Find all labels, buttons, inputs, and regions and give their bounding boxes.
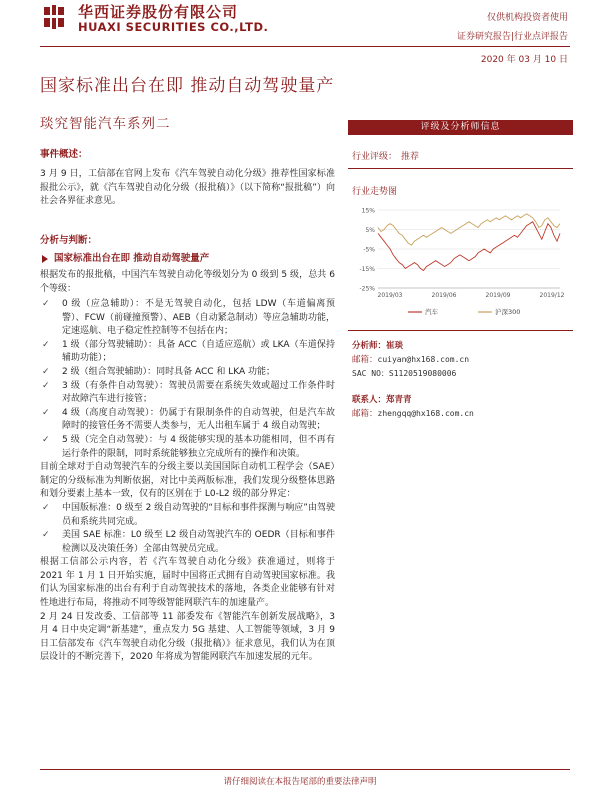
highlight-point (42, 252, 209, 266)
report-date: 2020 年 03 月 10 日 (480, 55, 568, 65)
y-tick-label: -5% (363, 246, 375, 254)
checkmark-icon: ✓ (42, 299, 50, 309)
level-item: ✓ 0 级（应急辅助）：不是无驾驶自动化，包括 LDW（车道偏离预警）、FCW（前碰撞预警）、AEB（自动紧急制动）等应急辅助功能，定速巡航、电子稳定性控制等不包括在内； (42, 299, 335, 337)
miit-paragraph: 根据工信部公示内容，若《汽车驾驶自动化分级》获准通过，则将于 2021 年 1 月 1 日开始实施，届时中国将正式拥有自动驾驶国家标准。我们认为国家标准的出台有利于自动驾驶技术的落地，各类企业能够有针对性地进行布局，将推动不同等级智能网联汽车的加速量产。 (40, 557, 335, 609)
rating-divider (348, 168, 573, 169)
y-tick-label: 15% (361, 207, 375, 215)
chart-divider (348, 330, 573, 331)
checkmark-icon: ✓ (42, 339, 50, 350)
legend-label: 汽车 (425, 308, 438, 316)
level-item: ✓ 1 级（部分驾驶辅助）：具备 ACC（自适应巡航）或 LKA（车道保持辅助功能）； (42, 339, 335, 364)
document-type: 证券研究报告|行业点评报告 (456, 32, 568, 42)
contact-name-line: 联系人：郑青青 (352, 395, 412, 405)
x-tick-label: 2019/03 (377, 292, 403, 299)
event-paragraph: 3 月 9 日，工信部在官网上发布《汽车驾驶自动化分级》推荐性国家标准报批公示》，就《汽车驾驶自动化分级（报批稿）》（以下简称“报批稿”）向社会各界征求意见。 (40, 169, 335, 207)
spacer (352, 381, 572, 394)
level-item: ✓ 4 级（高度自动驾驶）：仍属于有限制条件的自动驾驶，但是汽车故障时的接管任务不需要人类参与，无人出租车属于 4 级自动驾驶； (42, 407, 335, 432)
checkmark-icon: ✓ (42, 434, 50, 445)
footer-divider (40, 769, 570, 770)
checkmark-icon: ✓ (42, 380, 50, 391)
checkmark-icon: ✓ (42, 530, 50, 541)
y-tick-label: -15% (359, 266, 375, 273)
audience-tagline: 仅供机构投资者使用 (486, 13, 568, 23)
company-name-en: HUAXI SECURITIES CO.,LTD. (78, 20, 269, 34)
level-item: ✓ 2 级（组合驾驶辅助）：同时具备 ACC 和 LKA 功能； (40, 366, 335, 380)
analyst-name: 崔琰 (386, 341, 404, 351)
series-line-auto (378, 222, 560, 271)
analyst-name-line: 分析师：崔琰 (352, 341, 404, 351)
analysis-body (40, 298, 335, 665)
x-tick-label: 2019/12 (539, 292, 565, 299)
trend-chart-title: 行业走势图 (352, 187, 398, 197)
analyst-info (352, 340, 572, 421)
triangle-bullet-icon (42, 255, 48, 263)
checkmark-icon: ✓ (42, 407, 50, 418)
comparison-item: ✓ 中国版标准：0 级至 2 级自动驾驶的“目标和事件探测与响应”由驾驶员和系统共同完成。 (42, 502, 335, 527)
analysis-heading: 分析与判断： (40, 235, 98, 246)
checkmark-icon: ✓ (42, 502, 50, 513)
legal-notice: 请仔细阅读在本报告尾部的重要法律声明 (223, 777, 377, 787)
standard-comparison (40, 502, 335, 556)
rating-value: 推荐 (401, 152, 420, 162)
intro-paragraph: 根据发布的报批稿，中国汽车驾驶自动化等级划分为 0 级到 5 级，总共 6 个等级： (40, 270, 335, 294)
sac-line: SAC NO：S1120519080006 (352, 369, 457, 378)
report-series-title: 琰究智能汽车系列二 (40, 116, 171, 132)
x-tick-label: 2019/06 (431, 292, 457, 299)
analyst-email-line: 邮箱：cuiyan@hx168.com.cn (352, 355, 470, 365)
analyst-email: cuiyan@hx168.com.cn (377, 355, 470, 364)
industry-rating: 行业评级： 推荐 (352, 152, 420, 162)
event-heading: 事件概述： (40, 149, 88, 160)
y-tick-label: 5% (365, 227, 375, 234)
highlight-text: 国家标准出台在即 推动自动驾驶量产 (54, 253, 210, 264)
level-item: ✓ 3 级（有条件自动驾驶）：驾驶员需要在系统失效或超过工作条件时对故障汽车进行接管； (42, 380, 335, 405)
policy-paragraph: 2 月 24 日发改委、工信部等 11 部委发布《智能汽车创新发展战略》，3 月 4 日中央定调“新基建”，重点发力 5G 基建、人工智能等领域，3 月 9 日工信部发布《汽车驾驶自动化分级（报批稿）》征求意见，我们认为在顶层设计的不断完善下，2020 年将成为智能网联汽车加速发展的元年。 (40, 611, 335, 663)
y-tick-label: -25% (359, 285, 375, 293)
industry-trend-chart (348, 202, 573, 322)
level-item: ✓ 5 级（完全自动驾驶）：与 4 级能够实现的基本功能相同，但不再有运行条件的限制，同时系统能够独立完成所有的操作和决策。 (42, 434, 335, 459)
checkmark-icon: ✓ (42, 366, 50, 377)
x-tick-label: 2019/09 (485, 292, 511, 299)
sac-number: S1120519080006 (388, 369, 457, 378)
header-divider (40, 46, 570, 47)
comparison-item: ✓ 美国 SAE 标准：L0 级至 L2 级自动驾驶汽车的 OEDR（目标和事件检测以及决策任务）全部由驾驶员完成。 (42, 530, 335, 554)
contact-email: zhengqq@hx168.com.cn (377, 409, 474, 418)
rating-panel-title: 评级及分析师信息 (348, 120, 573, 135)
contact-name: 郑青青 (386, 395, 412, 405)
global-standard-paragraph: 目前全球对于自动驾驶汽车的分级主要以美国国际自动机工程学会（SAE）制定的分级标准为判断依据，对比中美两版标准，我们发现分级整体思路和划分要素上基本一致，仅有的区别在于 L0-L2 级的部分界定： (40, 462, 335, 500)
contact-email-line: 邮箱：zhengqq@hx168.com.cn (352, 409, 474, 419)
report-title: 国家标准出台在即 推动自动驾驶量产 (40, 76, 335, 96)
legend-label: 沪深300 (495, 308, 521, 316)
huaxi-logo-icon (40, 3, 68, 31)
company-name-cn: 华西证券股份有限公司 (78, 3, 239, 21)
